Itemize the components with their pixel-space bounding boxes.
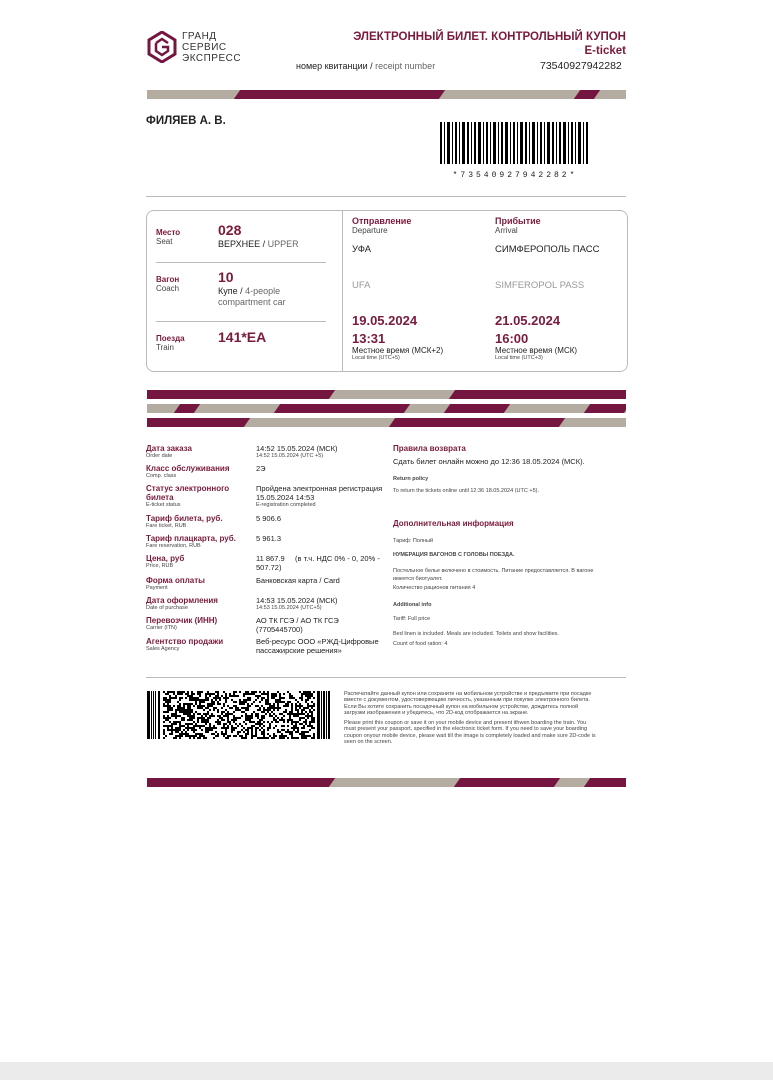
pdf417-code xyxy=(147,691,330,739)
detail-label-en: Date of purchase xyxy=(146,605,188,611)
coach-label xyxy=(156,275,179,294)
detail-label: Дата оформления xyxy=(146,596,218,605)
detail-label: Статус электронного xyxy=(146,484,230,493)
detail-value-sub: 14:52 15.05.2024 (UTC +5) xyxy=(256,453,324,459)
detail-value-2: 507.72) xyxy=(256,563,282,572)
refund-block xyxy=(393,444,628,494)
barcode xyxy=(440,122,590,164)
detail-label: Тариф билета, руб. xyxy=(146,514,223,523)
detail-value: Веб-ресурс ООО «РЖД-Цифровые xyxy=(256,637,379,646)
details-list xyxy=(146,444,386,657)
coach-type-en: 4-people xyxy=(245,286,281,296)
seat-label-ru: Место xyxy=(156,228,181,237)
departure-tz-en: Local time (UTC+5) xyxy=(352,355,400,361)
extra-tariff-ru: Тариф: Полный xyxy=(393,538,434,544)
extra-food-ru: Количество рационов питания 4 xyxy=(393,585,476,591)
vertical-divider xyxy=(342,211,343,371)
footer-en-1: Please print this coupon or save it on your mobile device and present ithwen boarding the train. You xyxy=(344,720,587,727)
arrival-label-ru: Прибытие xyxy=(495,216,541,226)
footer-ru-4: загрузки изображения и убедитесь, что 2D-код отображается на экране. xyxy=(344,709,529,716)
decor-stripe xyxy=(147,90,626,99)
detail-row xyxy=(146,616,386,637)
footer-instructions xyxy=(344,691,628,745)
seat-number: 028 xyxy=(218,222,242,238)
extra-title-en: Additional info xyxy=(393,602,432,608)
departure-label-ru: Отправление xyxy=(352,216,412,226)
coach-type xyxy=(218,286,286,308)
arrival-time: 16:00 xyxy=(495,331,529,346)
receipt-label-ru: номер квитанции / xyxy=(296,61,373,71)
footer-en-4: seen on the screen. xyxy=(344,739,393,746)
arrival-city-en: SIMFEROPOL PASS xyxy=(495,280,585,291)
refund-text-ru: Сдать билет онлайн можно до 12:36 18.05.2024 (МСК). xyxy=(393,457,585,466)
detail-label: Дата заказа xyxy=(146,444,192,453)
footer-en-2: must present your passport, specified in the electronic ticket form. If you need to save your boarding xyxy=(344,726,588,733)
detail-label-en: Fare ticket, RUB xyxy=(146,523,187,529)
arrival-city-ru: СИМФЕРОПОЛЬ ПАСС xyxy=(495,244,600,255)
detail-label-en: Sales Agency xyxy=(146,646,180,652)
detail-row xyxy=(146,484,386,514)
ticket-subtitle: E-ticket xyxy=(584,45,626,57)
footer-ru-1: Распечатайте данный купон или сохраните на мобильном устройстве и предъявите при посадке xyxy=(344,691,592,697)
detail-value: 2Э xyxy=(256,464,266,473)
seat-label-en: Seat xyxy=(156,237,173,246)
detail-row xyxy=(146,596,386,616)
logo-text xyxy=(182,31,241,64)
detail-value-sub: E-registration completed xyxy=(256,502,316,508)
detail-value: Пройдена электронная регистрация xyxy=(256,484,383,493)
detail-value: Банковская карта / Card xyxy=(256,576,340,585)
extra-food-en: Count of food ration: 4 xyxy=(393,641,448,647)
detail-value: 5 906.6 xyxy=(256,514,282,523)
extra-linen-en: Bed linen is included. Meals are included. Toilets and show facilities. xyxy=(393,631,559,637)
receipt-label xyxy=(296,61,435,71)
detail-label-en: Comp. class xyxy=(146,473,177,479)
divider xyxy=(156,321,326,322)
departure-block xyxy=(352,217,487,361)
coach-type-en-2: compartment car xyxy=(218,297,286,307)
detail-value-sub: 14:53 15.05.2024 (UTC+5) xyxy=(256,605,322,611)
refund-title: Правила возврата xyxy=(393,444,466,453)
refund-text-en: To return the tickets online until 12:36 18.05.2024 (UTC +5). xyxy=(393,488,539,494)
detail-label-en: Order date xyxy=(146,453,173,459)
logo-line-2: СЕРВИС xyxy=(182,42,227,53)
extra-linen-ru-2: имеется биотуалет. xyxy=(393,576,443,582)
train-label xyxy=(156,334,185,353)
detail-row xyxy=(146,444,386,464)
departure-city-ru: УФА xyxy=(352,244,372,255)
extra-info-block xyxy=(393,519,628,647)
detail-value: 14:53 15.05.2024 (МСК) xyxy=(256,596,338,605)
arrival-tz-ru: Местное время (МСК) xyxy=(495,346,578,355)
decor-stripe xyxy=(147,778,626,787)
train-label-ru: Поезда xyxy=(156,334,185,343)
detail-row xyxy=(146,637,386,657)
departure-date: 19.05.2024 xyxy=(352,313,418,328)
detail-label-en: Fare reservation, RUB xyxy=(146,543,201,549)
coach-number: 10 xyxy=(218,269,234,285)
detail-row xyxy=(146,576,386,596)
decor-stripe xyxy=(147,418,626,427)
seat-label xyxy=(156,228,180,247)
ticket-title: ЭЛЕКТРОННЫЙ БИЛЕТ. КОНТРОЛЬНЫЙ КУПОН xyxy=(353,31,626,43)
detail-row xyxy=(146,464,386,484)
decor-stripe xyxy=(147,390,626,399)
detail-label: Тариф плацкарта, руб. xyxy=(146,534,236,543)
detail-label: Цена, руб xyxy=(146,554,185,563)
footer-en-3: coupon onyour mobile device, please wait till the image is completely loaded and make sure 2D-code is xyxy=(344,732,596,739)
company-logo xyxy=(147,31,177,63)
detail-label-2: билета xyxy=(146,493,174,502)
logo-line-3: ЭКСПРЕСС xyxy=(182,53,242,64)
extra-tariff-en: Tariff: Full price xyxy=(393,616,431,622)
coach-label-ru: Вагон xyxy=(156,275,180,284)
detail-row xyxy=(146,514,386,534)
seat-type xyxy=(218,239,299,249)
refund-title-en: Return policy xyxy=(393,476,429,482)
detail-value: 11 867.9 (в т.ч. НДС 0% - 0, 20% - xyxy=(256,554,380,563)
departure-city-en: UFA xyxy=(352,280,371,291)
detail-label-en: Price, RUB xyxy=(146,563,174,569)
decor-stripe xyxy=(147,404,626,413)
arrival-tz-en: Local time (UTC+3) xyxy=(495,355,543,361)
detail-value: 14:52 15.05.2024 (МСК) xyxy=(256,444,338,453)
detail-row xyxy=(146,534,386,554)
detail-value-2: (7705445700) xyxy=(256,625,303,634)
detail-label-en: Payment xyxy=(146,585,168,591)
departure-time: 13:31 xyxy=(352,331,386,346)
detail-label-en: Carrier (ITN) xyxy=(146,625,177,631)
divider xyxy=(156,262,326,263)
detail-value: АО ТК ГСЭ / АО ТК ГСЭ xyxy=(256,616,339,625)
footer-ru-2: вместе с документом, удостоверяющим личность, указанным при покупке электронного билета. xyxy=(344,697,591,704)
detail-value-2: пассажирские решения» xyxy=(256,646,342,655)
detail-label: Перевозчик (ИНН) xyxy=(146,616,218,625)
extra-numbering: НУМЕРАЦИЯ ВАГОНОВ С ГОЛОВЫ ПОЕЗДА. xyxy=(393,552,515,558)
departure-tz-ru: Местное время (МСК+2) xyxy=(352,346,444,355)
detail-row xyxy=(146,554,386,576)
footer-ru-3: Если Вы хотите сохранить посадочный купон на мобильном устройстве, дождитесь полной xyxy=(344,703,579,710)
passenger-name: ФИЛЯЕВ А. В. xyxy=(146,115,226,127)
arrival-label-en: Arrival xyxy=(495,226,518,235)
barcode-text: *73540927942282* xyxy=(452,171,578,180)
divider xyxy=(146,196,626,197)
detail-value: 5 961.3 xyxy=(256,534,282,543)
extra-linen-ru-1: Постельное белье включено в стоимость. Питание предоставляется. В вагоне xyxy=(393,568,594,574)
receipt-number: 73540927942282 xyxy=(540,60,622,72)
arrival-block xyxy=(495,217,620,361)
train-label-en: Train xyxy=(156,343,174,352)
detail-label: Агентство продажи xyxy=(146,637,224,646)
detail-label: Класс обслуживания xyxy=(146,464,230,473)
departure-label-en: Departure xyxy=(352,226,388,235)
seat-type-en: UPPER xyxy=(267,239,299,249)
logo-icon xyxy=(147,31,177,63)
receipt-label-en: receipt number xyxy=(375,61,436,71)
detail-label: Форма оплаты xyxy=(146,576,205,585)
detail-value-2: 15.05.2024 14:53 xyxy=(256,493,315,502)
detail-label-en: E-ticket status xyxy=(146,502,181,508)
divider xyxy=(146,677,626,678)
coach-label-en: Coach xyxy=(156,284,180,293)
arrival-date: 21.05.2024 xyxy=(495,313,561,328)
train-number: 141*ЕА xyxy=(218,329,267,345)
logo-line-1: ГРАНД xyxy=(182,31,217,42)
extra-title: Дополнительная информация xyxy=(393,519,514,528)
coach-type-ru: Купе / xyxy=(218,286,243,296)
seat-type-ru: ВЕРХНЕЕ / xyxy=(218,239,266,249)
